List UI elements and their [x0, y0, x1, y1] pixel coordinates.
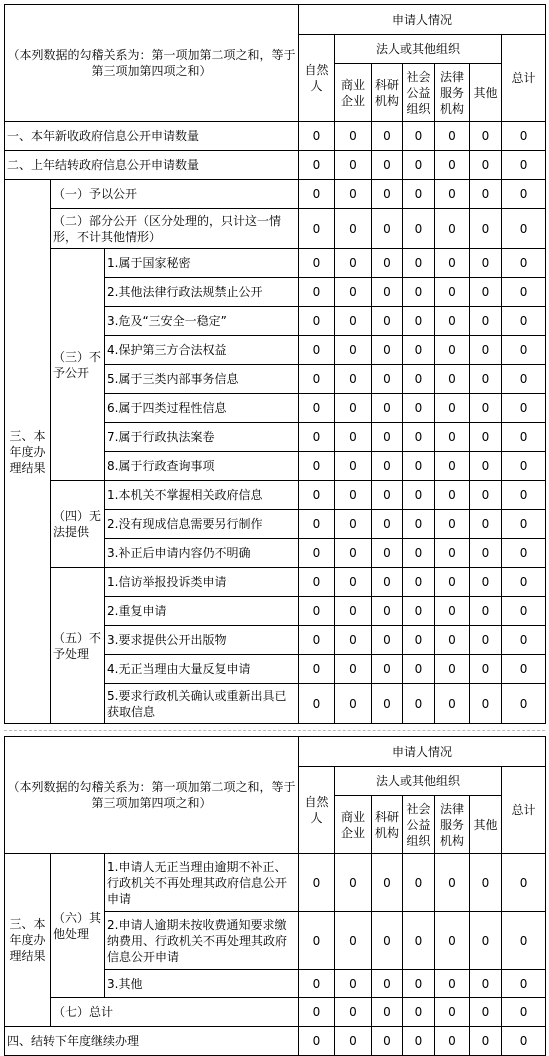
- cell-value: 0: [502, 307, 546, 336]
- cell-value: 0: [502, 278, 546, 307]
- header-legal-service: 法律服务机构: [435, 796, 470, 854]
- cell-value: 0: [299, 626, 335, 655]
- cell-value: 0: [372, 655, 403, 684]
- row-label: 一、本年新收政府信息公开申请数量: [5, 122, 299, 151]
- cell-value: 0: [403, 452, 435, 481]
- cell-value: 0: [372, 249, 403, 278]
- cell-value: 0: [403, 249, 435, 278]
- cell-value: 0: [470, 684, 502, 724]
- header-natural-person: 自然人: [299, 767, 335, 854]
- cell-value: 0: [335, 481, 372, 510]
- cell-value: 0: [502, 970, 546, 998]
- row-label: 3.其他: [105, 970, 299, 998]
- cell-value: 0: [299, 970, 335, 998]
- cell-value: 0: [435, 1027, 470, 1056]
- cell-value: 0: [470, 249, 502, 278]
- cell-value: 0: [299, 481, 335, 510]
- header-research: 科研机构: [372, 64, 403, 122]
- cell-value: 0: [470, 394, 502, 423]
- cell-value: 0: [403, 998, 435, 1027]
- cell-value: 0: [502, 998, 546, 1027]
- row-label: 5.属于三类内部事务信息: [105, 365, 299, 394]
- cell-value: 0: [299, 998, 335, 1027]
- cell-value: 0: [403, 180, 435, 209]
- row-label: （七）总计: [51, 998, 299, 1027]
- cell-value: 0: [372, 912, 403, 970]
- cell-value: 0: [299, 423, 335, 452]
- table-row: [5, 151, 546, 180]
- cell-value: 0: [372, 180, 403, 209]
- cell-value: 0: [299, 151, 335, 180]
- cell-value: 0: [502, 684, 546, 724]
- cell-value: 0: [470, 1027, 502, 1056]
- cell-value: 0: [403, 365, 435, 394]
- cell-value: 0: [470, 365, 502, 394]
- table-row: [5, 180, 546, 209]
- cell-value: 0: [435, 122, 470, 151]
- cell-value: 0: [435, 597, 470, 626]
- cell-value: 0: [299, 209, 335, 249]
- cell-value: 0: [435, 249, 470, 278]
- cell-value: 0: [502, 249, 546, 278]
- cell-value: 0: [403, 655, 435, 684]
- header-legal-entity: 法人或其他组织: [335, 35, 502, 64]
- cell-value: 0: [470, 180, 502, 209]
- cell-value: 0: [435, 307, 470, 336]
- table-row: [5, 568, 546, 597]
- cell-value: 0: [335, 278, 372, 307]
- cell-value: 0: [502, 336, 546, 365]
- cell-value: 0: [502, 655, 546, 684]
- cell-value: 0: [435, 568, 470, 597]
- cell-value: 0: [435, 510, 470, 539]
- cell-value: 0: [299, 278, 335, 307]
- cell-value: 0: [502, 568, 546, 597]
- row-label: 5.要求行政机关确认或重新出具已获取信息: [105, 684, 299, 724]
- row-label: 7.属于行政执法案卷: [105, 423, 299, 452]
- header-legal-service: 法律服务机构: [435, 64, 470, 122]
- cell-value: 0: [470, 481, 502, 510]
- cell-value: 0: [470, 655, 502, 684]
- cell-value: 0: [435, 423, 470, 452]
- cell-value: 0: [502, 539, 546, 568]
- cell-value: 0: [299, 684, 335, 724]
- header-legal-entity: 法人或其他组织: [335, 767, 502, 796]
- cell-value: 0: [299, 568, 335, 597]
- header-total: 总计: [502, 35, 546, 122]
- cell-value: 0: [435, 394, 470, 423]
- cell-value: 0: [335, 912, 372, 970]
- cell-value: 0: [299, 539, 335, 568]
- cell-value: 0: [299, 510, 335, 539]
- cell-value: 0: [335, 423, 372, 452]
- cell-value: 0: [403, 423, 435, 452]
- row-label: 1.信访举报投诉类申请: [105, 568, 299, 597]
- table-row: [5, 1027, 546, 1056]
- cell-value: 0: [299, 307, 335, 336]
- section-3-label: 三、本年度办理结果: [5, 180, 51, 724]
- cell-value: 0: [502, 151, 546, 180]
- cell-value: 0: [470, 307, 502, 336]
- cell-value: 0: [470, 278, 502, 307]
- cell-value: 0: [335, 970, 372, 998]
- header-note: （本列数据的勾稽关系为：第一项加第二项之和，等于第三项加第四项之和）: [5, 5, 299, 122]
- cell-value: 0: [372, 481, 403, 510]
- cell-value: 0: [372, 394, 403, 423]
- header-total: 总计: [502, 767, 546, 854]
- cell-value: 0: [372, 365, 403, 394]
- cell-value: 0: [502, 209, 546, 249]
- row-label: 2.没有现成信息需要另行制作: [105, 510, 299, 539]
- cell-value: 0: [470, 452, 502, 481]
- cell-value: 0: [372, 568, 403, 597]
- cell-value: 0: [502, 626, 546, 655]
- row-label: （一）予以公开: [51, 180, 299, 209]
- header-commercial: 商业企业: [335, 64, 372, 122]
- cell-value: 0: [435, 854, 470, 912]
- cell-value: 0: [470, 912, 502, 970]
- page-break: [0, 726, 549, 736]
- cell-value: 0: [435, 998, 470, 1027]
- cell-value: 0: [403, 854, 435, 912]
- cell-value: 0: [502, 510, 546, 539]
- cell-value: 0: [403, 336, 435, 365]
- cell-value: 0: [470, 336, 502, 365]
- table-row: [5, 122, 546, 151]
- cell-value: 0: [403, 568, 435, 597]
- cell-value: 0: [435, 970, 470, 998]
- cell-value: 0: [435, 452, 470, 481]
- cell-value: 0: [502, 180, 546, 209]
- group-5-label: （五）不予处理: [51, 568, 105, 724]
- cell-value: 0: [335, 394, 372, 423]
- cell-value: 0: [335, 998, 372, 1027]
- cell-value: 0: [372, 423, 403, 452]
- header-natural-person: 自然人: [299, 35, 335, 122]
- cell-value: 0: [335, 209, 372, 249]
- cell-value: 0: [435, 278, 470, 307]
- group-4-label: （四）无法提供: [51, 481, 105, 568]
- cell-value: 0: [502, 854, 546, 912]
- cell-value: 0: [372, 452, 403, 481]
- cell-value: 0: [299, 180, 335, 209]
- cell-value: 0: [435, 912, 470, 970]
- group-3-label: （三）不予公开: [51, 249, 105, 481]
- cell-value: 0: [372, 209, 403, 249]
- cell-value: 0: [335, 684, 372, 724]
- cell-value: 0: [502, 423, 546, 452]
- cell-value: 0: [299, 452, 335, 481]
- cell-value: 0: [372, 122, 403, 151]
- cell-value: 0: [435, 336, 470, 365]
- cell-value: 0: [335, 122, 372, 151]
- row-label: 4.无正当理由大量反复申请: [105, 655, 299, 684]
- cell-value: 0: [435, 655, 470, 684]
- table-row: [5, 854, 546, 912]
- cell-value: 0: [335, 597, 372, 626]
- cell-value: 0: [299, 122, 335, 151]
- cell-value: 0: [335, 336, 372, 365]
- cell-value: 0: [435, 365, 470, 394]
- section-3-label: 三、本年度办理结果: [5, 854, 51, 1027]
- cell-value: 0: [470, 423, 502, 452]
- row-label: 1.属于国家秘密: [105, 249, 299, 278]
- row-label: 四、结转下年度继续办理: [5, 1027, 299, 1056]
- cell-value: 0: [435, 209, 470, 249]
- cell-value: 0: [470, 597, 502, 626]
- cell-value: 0: [403, 597, 435, 626]
- cell-value: 0: [335, 307, 372, 336]
- cell-value: 0: [502, 365, 546, 394]
- header-public-welfare: 社会公益组织: [403, 796, 435, 854]
- table-row: [5, 249, 546, 278]
- cell-value: 0: [372, 278, 403, 307]
- table-row: [5, 481, 546, 510]
- cell-value: 0: [470, 510, 502, 539]
- cell-value: 0: [335, 452, 372, 481]
- row-label: 二、上年结转政府信息公开申请数量: [5, 151, 299, 180]
- cell-value: 0: [435, 626, 470, 655]
- cell-value: 0: [335, 365, 372, 394]
- cell-value: 0: [470, 626, 502, 655]
- cell-value: 0: [403, 122, 435, 151]
- cell-value: 0: [470, 998, 502, 1027]
- cell-value: 0: [403, 970, 435, 998]
- cell-value: 0: [403, 278, 435, 307]
- cell-value: 0: [502, 122, 546, 151]
- cell-value: 0: [372, 684, 403, 724]
- cell-value: 0: [435, 180, 470, 209]
- cell-value: 0: [372, 307, 403, 336]
- cell-value: 0: [299, 365, 335, 394]
- cell-value: 0: [470, 539, 502, 568]
- cell-value: 0: [299, 655, 335, 684]
- cell-value: 0: [403, 307, 435, 336]
- group-6-label: （六）其他处理: [51, 854, 105, 998]
- cell-value: 0: [403, 394, 435, 423]
- cell-value: 0: [403, 539, 435, 568]
- cell-value: 0: [502, 912, 546, 970]
- cell-value: 0: [403, 626, 435, 655]
- header-other: 其他: [470, 64, 502, 122]
- cell-value: 0: [403, 1027, 435, 1056]
- cell-value: 0: [372, 854, 403, 912]
- cell-value: 0: [372, 626, 403, 655]
- row-label: 3.要求提供公开出版物: [105, 626, 299, 655]
- cell-value: 0: [372, 1027, 403, 1056]
- header-applicant: 申请人情况: [299, 737, 546, 767]
- cell-value: 0: [372, 998, 403, 1027]
- cell-value: 0: [403, 510, 435, 539]
- cell-value: 0: [299, 912, 335, 970]
- cell-value: 0: [435, 481, 470, 510]
- cell-value: 0: [502, 597, 546, 626]
- cell-value: 0: [372, 970, 403, 998]
- header-note: （本列数据的勾稽关系为：第一项加第二项之和，等于第三项加第四项之和）: [5, 737, 299, 854]
- cell-value: 0: [372, 151, 403, 180]
- cell-value: 0: [403, 209, 435, 249]
- table-row: [5, 209, 546, 249]
- cell-value: 0: [335, 1027, 372, 1056]
- cell-value: 0: [299, 1027, 335, 1056]
- cell-value: 0: [335, 539, 372, 568]
- cell-value: 0: [502, 1027, 546, 1056]
- row-label: 2.重复申请: [105, 597, 299, 626]
- cell-value: 0: [502, 452, 546, 481]
- row-label: 3.补正后申请内容仍不明确: [105, 539, 299, 568]
- row-label: 6.属于四类过程性信息: [105, 394, 299, 423]
- cell-value: 0: [372, 510, 403, 539]
- cell-value: 0: [335, 568, 372, 597]
- cell-value: 0: [470, 209, 502, 249]
- cell-value: 0: [372, 336, 403, 365]
- table-row: [5, 998, 546, 1027]
- cell-value: 0: [299, 394, 335, 423]
- cell-value: 0: [470, 854, 502, 912]
- cell-value: 0: [470, 970, 502, 998]
- cell-value: 0: [335, 854, 372, 912]
- cell-value: 0: [335, 655, 372, 684]
- row-label: 1.本机关不掌握相关政府信息: [105, 481, 299, 510]
- cell-value: 0: [435, 151, 470, 180]
- header-applicant: 申请人情况: [299, 5, 546, 35]
- row-label: 4.保护第三方合法权益: [105, 336, 299, 365]
- cell-value: 0: [372, 539, 403, 568]
- cell-value: 0: [435, 684, 470, 724]
- cell-value: 0: [403, 684, 435, 724]
- cell-value: 0: [403, 151, 435, 180]
- cell-value: 0: [502, 481, 546, 510]
- row-label: 2.其他法律行政法规禁止公开: [105, 278, 299, 307]
- cell-value: 0: [335, 626, 372, 655]
- cell-value: 0: [372, 597, 403, 626]
- cell-value: 0: [403, 481, 435, 510]
- header-other: 其他: [470, 796, 502, 854]
- cell-value: 0: [335, 151, 372, 180]
- header-commercial: 商业企业: [335, 796, 372, 854]
- cell-value: 0: [335, 180, 372, 209]
- header-research: 科研机构: [372, 796, 403, 854]
- cell-value: 0: [403, 912, 435, 970]
- cell-value: 0: [335, 510, 372, 539]
- info-disclosure-table-part1: [4, 4, 546, 724]
- cell-value: 0: [470, 568, 502, 597]
- row-label: 8.属于行政查询事项: [105, 452, 299, 481]
- row-label: 1.申请人无正当理由逾期不补正、行政机关不再处理其政府信息公开申请: [105, 854, 299, 912]
- row-label: 2.申请人逾期未按收费通知要求缴纳费用、行政机关不再处理其政府信息公开申请: [105, 912, 299, 970]
- cell-value: 0: [335, 249, 372, 278]
- header-public-welfare: 社会公益组织: [403, 64, 435, 122]
- cell-value: 0: [470, 151, 502, 180]
- cell-value: 0: [299, 336, 335, 365]
- cell-value: 0: [299, 597, 335, 626]
- row-label: 3.危及“三安全一稳定”: [105, 307, 299, 336]
- info-disclosure-table-part2: [4, 736, 546, 1056]
- cell-value: 0: [299, 854, 335, 912]
- cell-value: 0: [435, 539, 470, 568]
- cell-value: 0: [470, 122, 502, 151]
- cell-value: 0: [299, 249, 335, 278]
- row-label: （二）部分公开（区分处理的，只计这一情形，不计其他情形）: [51, 209, 299, 249]
- cell-value: 0: [502, 394, 546, 423]
